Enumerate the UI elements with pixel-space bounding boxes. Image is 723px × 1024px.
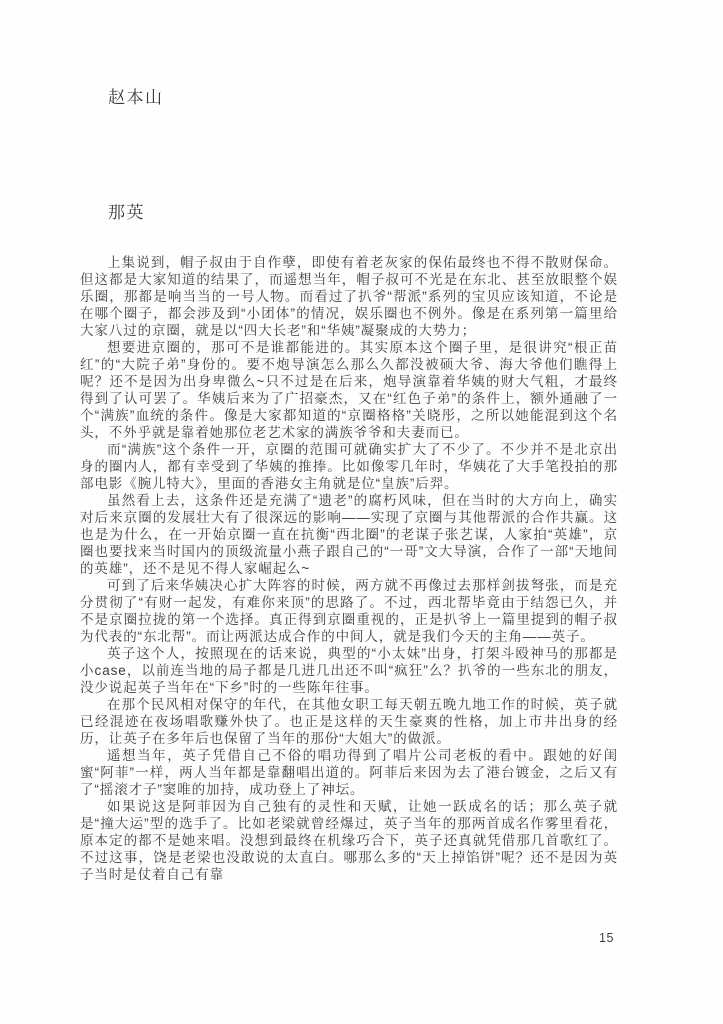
paragraph-3: 而“满族”这个条件一开，京圈的范围可就确实扩大了不少了。不少并不是北京出身的圈内人，都有幸受到了华姨的推捧。比如像零几年时，华姨花了大手笔投拍的那部电影《腕儿特大》，里面的香港女主角就是位“皇族”后羿。 xyxy=(80,442,618,491)
paragraph-1: 上集说到，帽子叔由于自作孽，即使有着老灰家的保佑最终也不得不散财保命。但这都是大家知道的结果了，而遥想当年，帽子叔可不光是在东北、甚至放眼整个娱乐圈，那都是响当当的一号人物。而看过了扒爷“帮派”系列的宝贝应该知道，不论是在哪个圈子，都会涉及到“小团体”的情况，娱乐圈也不例外。像是在系列第一篇里给大家八过的京圈，就是以“四大长老”和“华姨”凝聚成的大势力； xyxy=(80,255,618,338)
section-heading-zhao-benshan: 赵本山 xyxy=(108,88,164,107)
paragraph-8: 遥想当年，英子凭借自己不俗的唱功得到了唱片公司老板的看中。跟她的好闺蜜“阿菲”一样，两人当年都是靠翻唱出道的。阿菲后来因为去了港台镀金，之后又有了“摇滚才子”窦唯的加持，成功登上了神坛。 xyxy=(80,748,618,797)
paragraph-2: 想要进京圈的，那可不是谁都能进的。其实原本这个圈子里，是很讲究“根正苗红”的“大院子弟”身份的。要不炮导演怎么那么久都没被硕大爷、海大爷他们瞧得上呢？还不是因为出身卑微么~只不过是在后来，炮导演靠着华姨的财大气粗，才最终得到了认可罢了。华姨后来为了广招豪杰，又在“红色子弟”的条件上，额外通融了一个“满族”血统的条件。像是大家都知道的“京圈格格”关晓彤，之所以她能混到这个名头，不外乎就是靠着她那位老艺术家的满族爷爷和夫妻而已。 xyxy=(80,340,618,440)
paragraph-9: 如果说这是阿菲因为自己独有的灵性和天赋，让她一跃成名的话；那么英子就是“撞大运”型的选手了。比如老梁就曾经爆过，英子当年的那两首成名作雾里看花，原本定的都不是她来唱。没想到最终在机缘巧合下，英子还真就凭借那几首歌红了。不过这事，饶是老梁也没敢说的太直白。哪那么多的“天上掉馅饼”呢？还不是因为英子当时是仗着自己有靠 xyxy=(80,799,618,882)
article-body xyxy=(80,254,618,883)
paragraph-6: 英子这个人，按照现在的话来说，典型的“小太妹”出身，打架斗殴神马的那都是小case，以前连当地的局子都是几进几出还不叫“疯狂”么？扒爷的一些东北的朋友，没少说起英子当年在“下乡”时的一些陈年往事。 xyxy=(80,646,618,695)
paragraph-4: 虽然看上去，这条件还是充满了“遗老”的腐朽风味，但在当时的大方向上，确实对后来京圈的发展壮大有了很深远的影响——实现了京圈与其他帮派的合作共赢。这也是为什么，在一开始京圈一直在抗衡“西北圈”的老谋子张艺谋，人家拍“英雄”，京圈也要找来当时国内的顶级流量小燕子跟自己的“一哥”文大导演，合作了一部“天地间的英雄”，还不是见不得人家崛起么~ xyxy=(80,493,618,576)
page-number: 15 xyxy=(599,931,614,945)
paragraph-5: 可到了后来华姨决心扩大阵容的时候，两方就不再像过去那样剑拔弩张，而是充分贯彻了“有财一起发，有难你来顶”的思路了。不过，西北帮毕竟由于结怨已久，并不是京圈拉拢的第一个选择。真正得到京圈重视的，正是扒爷上一篇里提到的帽子叔为代表的“东北帮”。而让两派达成合作的中间人，就是我们今天的主角——英子。 xyxy=(80,578,618,644)
section-heading-na-ying: 那英 xyxy=(108,203,145,222)
paragraph-7: 在那个民风相对保守的年代，在其他女职工每天朝五晚九地工作的时候，英子就已经混迹在夜场唱歌赚外快了。也正是这样的天生豪爽的性格，加上市井出身的经历，让英子在多年后也保留了当年的那份“大姐大”的做派。 xyxy=(80,697,618,746)
